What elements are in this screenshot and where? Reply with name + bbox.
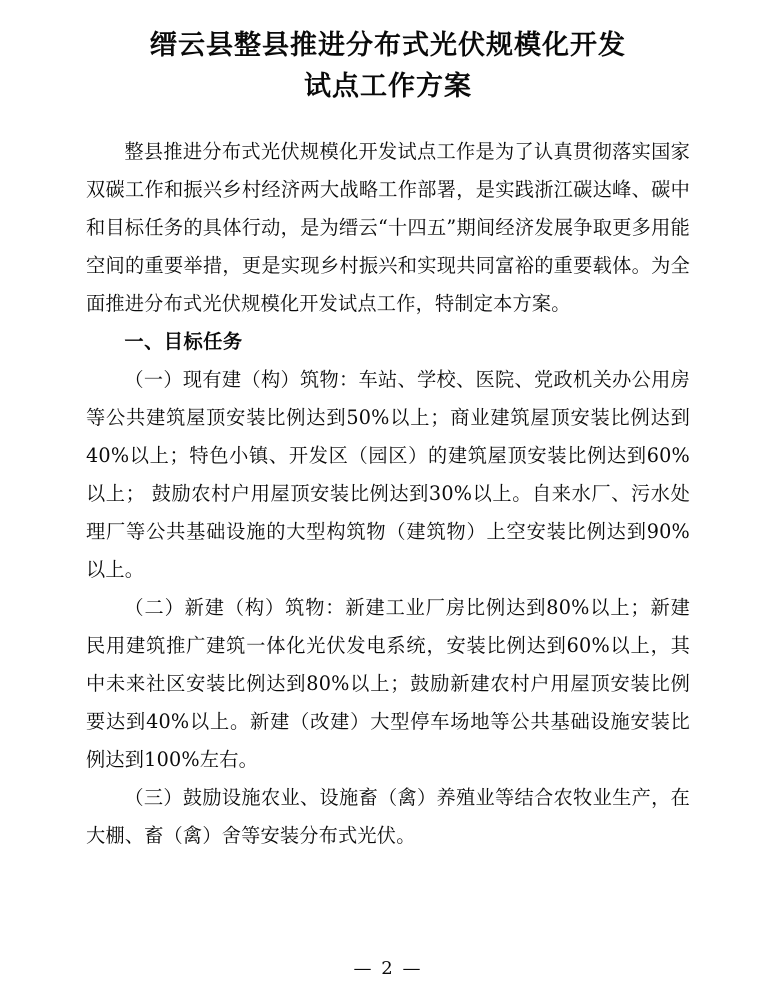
document-body [0,133,776,855]
page-title-line-1: 缙云县整县推进分布式光伏规模化开发 [150,30,626,61]
page-number: — 2 — [353,958,423,979]
page-title-line-2: 试点工作方案 [304,70,472,102]
paragraph-item-3: （三）鼓励设施农业、设施畜（禽）养殖业等结合农牧业生产，在大棚、畜（禽）舍等安装分布式光伏。 [86,786,690,848]
section-heading-goals: 一、目标任务 [124,330,243,354]
paragraph-intro: 整县推进分布式光伏规模化开发试点工作是为了认真贯彻落实国家双碳工作和振兴乡村经济两大战略工作部署，是实践浙江碳达峰、碳中和目标任务的具体行动，是为缙云“十四五”期间经济发展争取更多用能空间的重要举措，更是实现乡村振兴和实现共同富裕的重要载体。为全面推进分布式光伏规模化开发试点工作，特制定本方案。 [86,140,690,316]
paragraph-item-2: （二）新建（构）筑物：新建工业厂房比例达到80%以上；新建民用建筑推广建筑一体化光伏发电系统，安装比例达到60%以上，其中未来社区安装比例达到80%以上；鼓励新建农村户用屋顶安装比例要达到40%以上。新建（改建）大型停车场地等公共基础设施安装比例达到100%左右。 [86,596,690,772]
paragraph-item-1: （一）现有建（构）筑物：车站、学校、医院、党政机关办公用房等公共建筑屋顶安装比例达到50%以上；商业建筑屋顶安装比例达到40%以上；特色小镇、开发区（园区）的建筑屋顶安装比例达到60%以上； 鼓励农村户用屋顶安装比例达到30%以上。自来水厂、污水处理厂等公共基础设施的大型构筑物（建筑物）上空安装比例达到90%以上。 [86,368,690,582]
page-title [0,0,776,107]
